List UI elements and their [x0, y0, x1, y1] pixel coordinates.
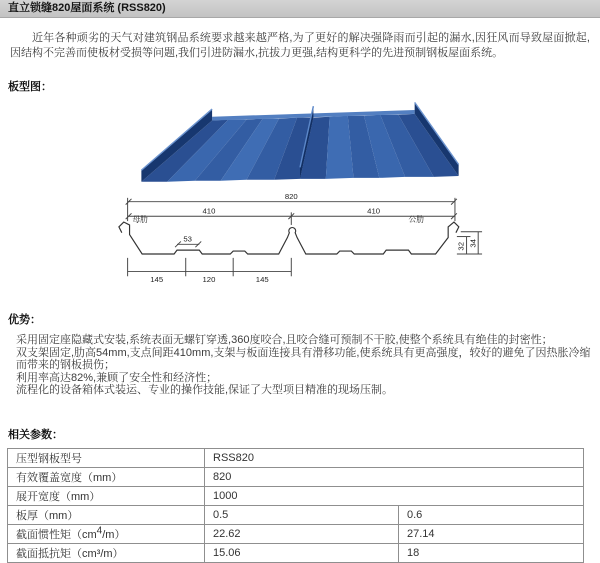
- advantage-item: 流程化的设备箱体式装运、专业的操作技能,保证了大型项目精准的现场压制。: [16, 384, 394, 396]
- advantage-item: 利用率高达82%,兼顾了安全性和经济性；: [16, 371, 218, 384]
- advantage-item: 采用固定座隐藏式安装,系统表面无螺钉穿透,360度咬合,且咬合缝可预制不干胶,使整个系统具有绝佳的封密性；: [16, 334, 553, 346]
- dim-145-left-label: 145: [150, 275, 164, 285]
- param-value-cell: 27.14: [399, 524, 584, 543]
- table-row: [8, 467, 584, 486]
- advantages-section-label: 优势：: [8, 314, 41, 326]
- table-row: [8, 543, 584, 562]
- param-value-cell: 0.6: [399, 505, 584, 524]
- panel-figure: [0, 96, 600, 287]
- params-section-label: 相关参数：: [8, 428, 63, 441]
- param-label-cell: 有效覆盖宽度（mm）: [8, 467, 205, 486]
- param-value-cell: 22.62: [205, 524, 399, 543]
- dim-410-left-label: 410: [202, 206, 216, 216]
- table-row: [8, 505, 584, 524]
- dim-820-label: 820: [284, 191, 298, 201]
- dim-53-label: 53: [183, 234, 192, 244]
- profile-dimension-drawing: [116, 190, 484, 287]
- param-label-cell: 截面惯性矩（cm4/m）: [8, 524, 205, 543]
- table-row: [8, 524, 584, 543]
- param-label-cell: 展开宽度（mm）: [8, 486, 205, 505]
- dim-120-label: 120: [202, 275, 216, 285]
- param-value-cell: RSS820: [205, 448, 584, 467]
- male-rib-label: 公肋: [408, 215, 424, 225]
- panel-3d-image: [128, 96, 472, 190]
- param-value-cell: 15.06: [205, 543, 399, 562]
- table-row: [8, 448, 584, 467]
- intro-paragraph: 近年各种顽劣的天气对建筑钢品系统要求越来越严格,为了更好的解决强降雨而引起的漏水,因狂风而导致屋面掀起,因结构不完善而使板材受损等问题,我们引进防漏水,抗拔力更强,结构更科学的先进预制钢板屋面系统。: [10, 32, 590, 59]
- param-value-cell: 0.5: [205, 505, 399, 524]
- advantage-item: 双支架固定,肋高54mm,支点间距410mm,支架与板面连接具有滑移功能,使系统具有更高强度，较好的避免了因热胀冷缩而带来的钢板损伤；: [16, 346, 591, 371]
- superscript-4: 4: [96, 524, 103, 536]
- parameters-table: [7, 448, 584, 563]
- female-rib-label: 母肋: [132, 215, 148, 225]
- dim-145-right-label: 145: [255, 275, 269, 285]
- param-label-cell: 板厚（mm）: [8, 505, 205, 524]
- table-row: [8, 486, 584, 505]
- param-label-cell: 截面抵抗矩（cm³/m）: [8, 543, 205, 562]
- dim-410-right-label: 410: [367, 206, 381, 216]
- page-title: 直立锁缝820屋面系统 (RSS820): [8, 2, 166, 14]
- page-title-bar: [0, 0, 600, 18]
- profile-section-label: 板型图：: [8, 81, 52, 93]
- param-label-cell: 压型钢板型号: [8, 448, 205, 467]
- dim-32-label: 32: [456, 241, 466, 251]
- param-value-cell: 1000: [205, 486, 584, 505]
- dim-34-label: 34: [468, 239, 478, 248]
- advantages-list: [16, 334, 600, 397]
- param-value-cell: 820: [205, 467, 584, 486]
- param-value-cell: 18: [399, 543, 584, 562]
